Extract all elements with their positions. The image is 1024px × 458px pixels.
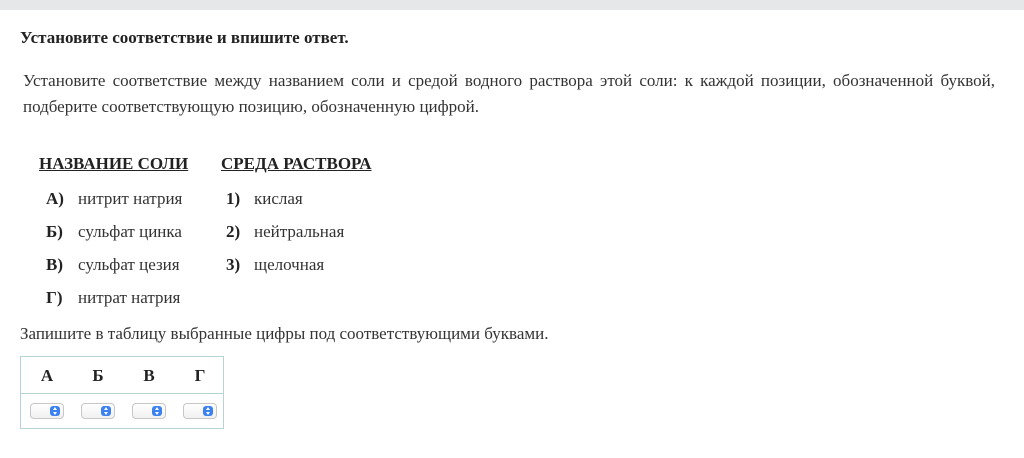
answer-letter-g: Г bbox=[194, 366, 206, 385]
salt-item bbox=[46, 255, 180, 275]
solution-medium-header: СРЕДА РАСТВОРА bbox=[221, 154, 372, 173]
select-arrows-icon bbox=[152, 406, 162, 416]
answer-select-g[interactable] bbox=[183, 403, 217, 419]
medium-item-key: 3) bbox=[226, 255, 241, 274]
salt-item-key: Г) bbox=[46, 288, 63, 307]
task-text: Установите соответствие между названием соли и средой водного раствора этой соли: к каждой позиции, обозначенной буквой, подберите соответствующую позицию, обозначенную цифрой. bbox=[23, 71, 995, 116]
salt-item-label: нитрит натрия bbox=[78, 189, 183, 208]
salt-item-label: сульфат цезия bbox=[78, 255, 180, 274]
answer-select-b[interactable] bbox=[81, 403, 115, 419]
task-heading: Установите соответствие и впишите ответ. bbox=[20, 28, 349, 47]
answer-table bbox=[20, 356, 224, 429]
select-arrows-icon bbox=[50, 406, 60, 416]
salt-name-header: НАЗВАНИЕ СОЛИ bbox=[39, 154, 189, 173]
salt-item-label: сульфат цинка bbox=[78, 222, 182, 241]
answer-table-divider bbox=[21, 393, 223, 394]
answer-letter-a: А bbox=[40, 366, 54, 385]
salt-item bbox=[46, 189, 182, 209]
answer-select-a[interactable] bbox=[30, 403, 64, 419]
salt-item-key: А) bbox=[46, 189, 64, 208]
salt-item bbox=[46, 288, 180, 308]
select-arrows-icon bbox=[203, 406, 213, 416]
medium-item-label: нейтральная bbox=[254, 222, 345, 241]
salt-item-key: В) bbox=[46, 255, 63, 274]
select-arrows-icon bbox=[101, 406, 111, 416]
medium-item bbox=[226, 222, 344, 242]
salt-item bbox=[46, 222, 182, 242]
answer-select-v[interactable] bbox=[132, 403, 166, 419]
salt-item-label: нитрат натрия bbox=[78, 288, 181, 307]
instruction-text: Запишите в таблицу выбранные цифры под соответствующими буквами. bbox=[20, 324, 549, 343]
medium-item bbox=[226, 189, 303, 209]
medium-item-label: кислая bbox=[254, 189, 303, 208]
top-bar bbox=[0, 0, 1024, 10]
salt-item-key: Б) bbox=[46, 222, 63, 241]
medium-item-key: 1) bbox=[226, 189, 241, 208]
answer-letter-v: В bbox=[143, 366, 155, 385]
medium-item-label: щелочная bbox=[254, 255, 325, 274]
medium-item-key: 2) bbox=[226, 222, 241, 241]
answer-letter-b: Б bbox=[92, 366, 104, 385]
medium-item bbox=[226, 255, 324, 275]
